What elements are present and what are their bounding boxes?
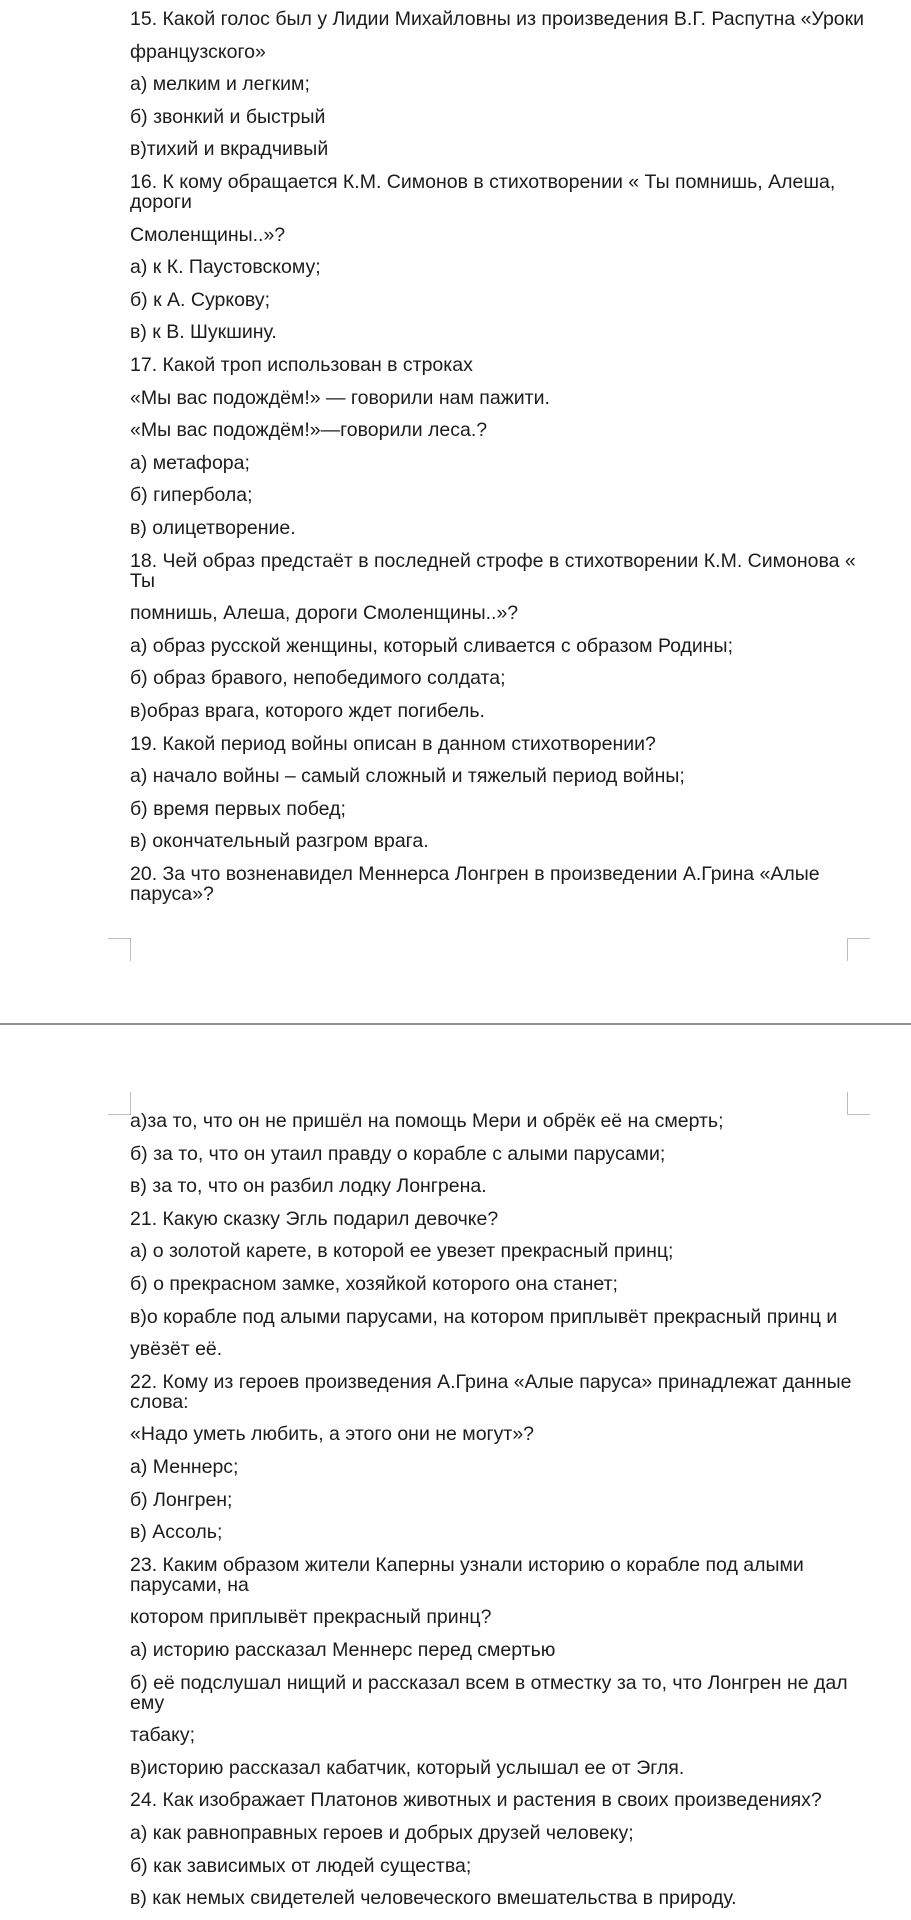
text-line: б) образ бравого, непобедимого солдата; [130,667,506,690]
text-line: 19. Какой период войны описан в данном стихотворении? [130,732,656,755]
text-line: 23. Каким образом жители Каперны узнали историю о корабле под алыми [130,1553,804,1576]
text-line: 20. За что возненавидел Меннерса Лонгрен в произведении А.Грина «Алые [130,863,820,885]
text-line: 21. Какую сказку Эгль подарил девочке? [130,1207,499,1230]
page-break-divider [0,1023,911,1025]
page-corner-mark [108,1092,131,1115]
text-line: дороги [130,191,192,213]
text-line: паруса»? [130,883,214,905]
text-line: в)образ врага, которого ждет погибель. [130,700,485,722]
text-line: котором приплывёт прекрасный принц? [130,1606,492,1629]
text-line: Ты [130,569,156,592]
text-line: «Мы вас подождём!»—говорили леса.? [130,419,488,442]
text-line: 16. К кому обращается К.М. Симонов в стихотворении « Ты помнишь, Алеша, [130,171,836,193]
text-line: Смоленщины..»? [130,223,286,246]
text-line: «Надо уметь любить, а этого они не могут»? [130,1423,535,1446]
text-line: ему [130,1691,165,1714]
text-line: в)тихий и вкрадчивый [130,138,329,161]
page-2-text [0,1026,911,1920]
text-line: парусами, на [130,1573,249,1596]
text-line: б) как зависимых от людей существа; [130,1854,472,1877]
text-line: в)о корабле под алыми парусами, на котором приплывёт прекрасный принц и [130,1305,838,1328]
text-line: в) Ассоль; [130,1521,223,1544]
text-line: 15. Какой голос был у Лидии Михайловны из произведения В.Г. Распутна «Уроки [130,8,865,30]
text-line: б) гипербола; [130,484,253,507]
text-line: в) к В. Шукшину. [130,321,277,344]
text-line: 18. Чей образ предстаёт в последней строфе в стихотворении К.М. Симонова « [130,549,856,572]
text-line: б) о прекрасном замке, хозяйкой которого она станет; [130,1273,618,1295]
text-line: в) за то, что он разбил лодку Лонгрена. [130,1175,487,1198]
page-corner-mark [847,938,870,961]
text-line: б) звонкий и быстрый [130,105,326,128]
text-line: а) историю рассказал Меннерс перед смертью [130,1639,556,1661]
text-line: помнишь, Алеша, дороги Смоленщины..»? [130,602,519,625]
page-corner-mark [847,1092,870,1115]
text-line: 22. Кому из героев произведения А.Грина «Алые паруса» принадлежат данные [130,1370,852,1393]
text-line: б) время первых побед; [130,797,346,820]
text-line: а) Меннерс; [130,1456,239,1478]
text-line: французского» [130,40,266,63]
text-line: б) к А. Суркову; [130,288,271,311]
text-line: а) к К. Паустовскому; [130,256,321,279]
text-line: увёзёт её. [130,1338,223,1361]
text-line: в) окончательный разгром врага. [130,830,429,853]
text-line: в)историю рассказал кабатчик, который услышал ее от Эгля. [130,1756,685,1779]
text-line: в) олицетворение. [130,517,296,539]
text-line: б) Лонгрен; [130,1488,233,1511]
page-corner-mark [108,938,131,961]
document-page-2 [0,1026,911,1920]
text-line: 17. Какой троп использован в строках [130,354,473,376]
text-line: табаку; [130,1724,196,1747]
text-line: «Мы вас подождём!» — говорили нам пажити. [130,386,550,409]
text-line: в) как немых свидетелей человеческого вмешательства в природу. [130,1887,737,1910]
text-line: а) образ русской женщины, который сливается с образом Родины; [130,634,733,657]
text-line: б) за то, что он утаил правду о корабле с алыми парусами; [130,1142,666,1165]
text-line: 24. Как изображает Платонов животных и растения в своих произведениях? [130,1789,822,1812]
text-line: а)за то, что он не пришёл на помощь Мери и обрёк её на смерть; [130,1110,724,1132]
text-line: слова: [130,1390,189,1413]
text-line: а) метафора; [130,451,250,474]
text-line: а) начало войны – самый сложный и тяжелый период войны; [130,765,685,788]
text-line: б) её подслушал нищий и рассказал всем в отместку за то, что Лонгрен не дал [130,1671,848,1694]
text-line: а) мелким и легким; [130,73,310,96]
text-line: а) как равноправных героев и добрых друзей человеку; [130,1822,634,1844]
text-line: а) о золотой карете, в которой ее увезет прекрасный принц; [130,1240,674,1263]
